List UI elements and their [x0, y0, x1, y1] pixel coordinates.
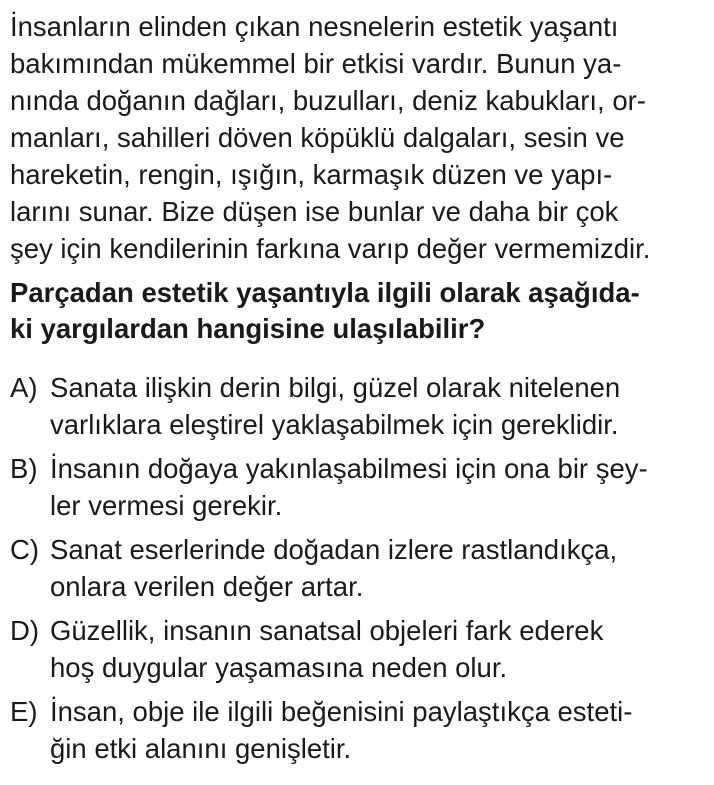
- option-text: [50, 531, 706, 605]
- option-letter: E): [10, 696, 38, 727]
- option-text: [50, 612, 706, 686]
- passage-line: manları, sahilleri döven köpüklü dalgaları, sesin ve: [10, 122, 625, 153]
- option-line: ler vermesi gerekir.: [50, 490, 283, 521]
- option-line: Sanat eserlerinde doğadan izlere rastlandıkça,: [50, 534, 618, 565]
- passage-line: bakımından mükemmel bir etkisi vardır. Bunun ya-: [10, 48, 622, 79]
- option-line: hoş duygular yaşamasına neden olur.: [50, 652, 508, 683]
- option-line: İnsanın doğaya yakınlaşabilmesi için ona bir şey-: [50, 453, 648, 484]
- option-text: [50, 450, 706, 524]
- option-line: ğin etki alanını genişletir.: [50, 733, 352, 764]
- option-text: [50, 693, 706, 767]
- option-e[interactable]: [10, 693, 706, 767]
- question-line: Parçadan estetik yaşantıyla ilgili olarak aşağıda-: [10, 277, 640, 308]
- passage-line: hareketin, rengin, ışığın, karmaşık düzen ve yapı-: [10, 159, 613, 190]
- option-letter: D): [10, 615, 40, 646]
- option-letter: A): [10, 372, 38, 403]
- option-letter: B): [10, 453, 38, 484]
- option-line: İnsan, obje ile ilgili beğenisini paylaştıkça esteti-: [50, 696, 633, 727]
- option-letter: C): [10, 534, 40, 565]
- option-line: Güzellik, insanın sanatsal objeleri fark ederek: [50, 615, 604, 646]
- question-page: [10, 8, 706, 774]
- passage-line: İnsanların elinden çıkan nesnelerin estetik yaşantı: [10, 11, 619, 42]
- option-d[interactable]: [10, 612, 706, 686]
- option-text: [50, 369, 706, 443]
- option-c[interactable]: [10, 531, 706, 605]
- passage-line: nında doğanın dağları, buzulları, deniz kabukları, or-: [10, 85, 646, 116]
- option-b[interactable]: [10, 450, 706, 524]
- option-line: Sanata ilişkin derin bilgi, güzel olarak nitelenen: [50, 372, 621, 403]
- passage-text: [10, 8, 706, 267]
- question-stem: [10, 275, 706, 347]
- option-line: onlara verilen değer artar.: [50, 571, 364, 602]
- answer-options: [10, 369, 706, 767]
- passage-line: şey için kendilerinin farkına varıp değer vermemizdir.: [10, 233, 651, 264]
- option-a[interactable]: [10, 369, 706, 443]
- question-line: ki yargılardan hangisine ulaşılabilir?: [10, 313, 486, 344]
- passage-line: larını sunar. Bize düşen ise bunlar ve daha bir çok: [10, 196, 619, 227]
- option-line: varlıklara eleştirel yaklaşabilmek için gereklidir.: [50, 409, 619, 440]
